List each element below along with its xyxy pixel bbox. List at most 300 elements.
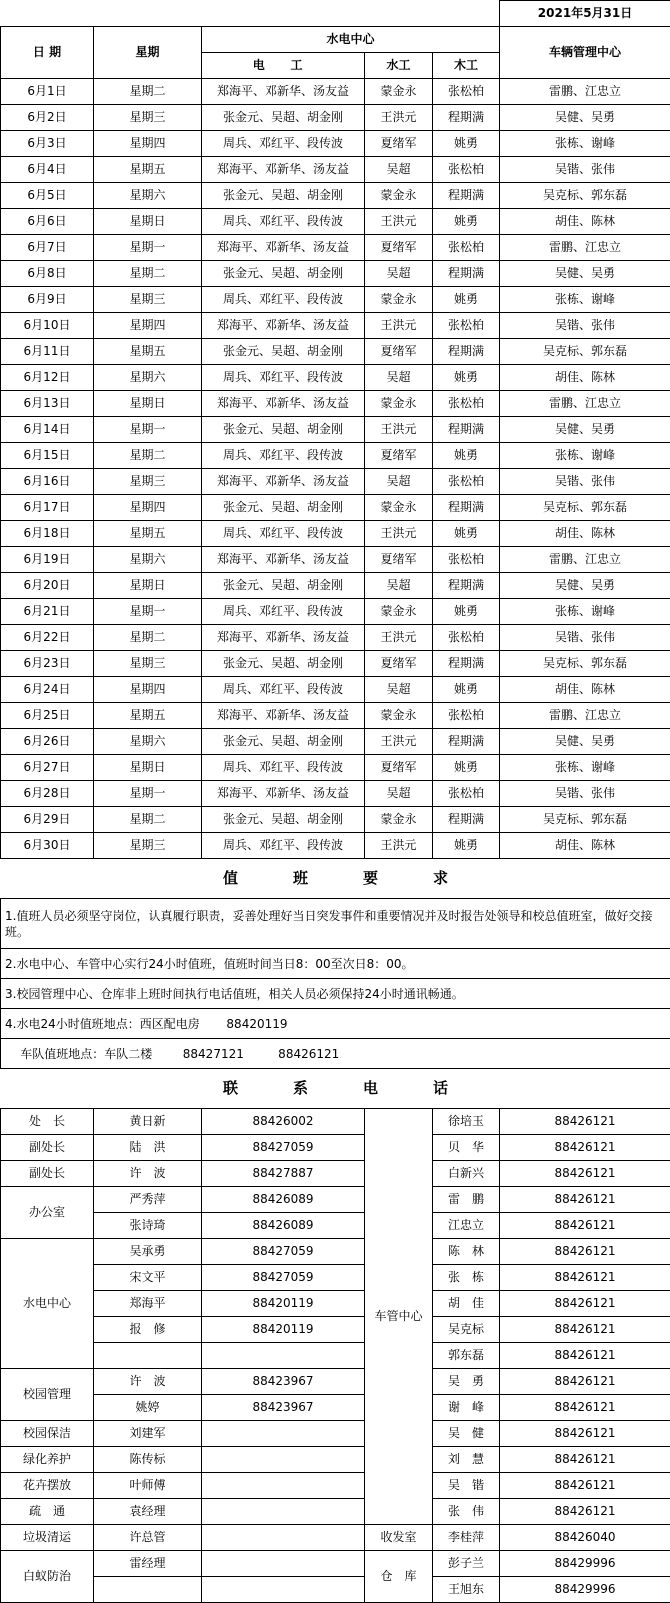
schedule-carpenter: 程期满 bbox=[433, 339, 500, 365]
schedule-plumber: 蒙金永 bbox=[365, 807, 433, 833]
contact-right-phone: 88426121 bbox=[500, 1421, 670, 1447]
schedule-row bbox=[1, 807, 670, 833]
contact-right-name: 江忠立 bbox=[433, 1213, 500, 1239]
contact-phone: 88426089 bbox=[202, 1187, 365, 1213]
schedule-electrician: 周兵、邓红平、段传波 bbox=[202, 599, 365, 625]
contact-right-phone: 88426121 bbox=[500, 1291, 670, 1317]
schedule-vehicle: 雷鹏、江忠立 bbox=[500, 547, 670, 573]
contact-name: 许总管 bbox=[94, 1525, 202, 1551]
contact-row bbox=[1, 1577, 670, 1603]
schedule-carpenter: 姚勇 bbox=[433, 443, 500, 469]
schedule-electrician: 郑海平、邓新华、汤友益 bbox=[202, 703, 365, 729]
contact-right-phone: 88426121 bbox=[500, 1395, 670, 1421]
schedule-date: 6月20日 bbox=[1, 573, 94, 599]
schedule-date: 6月1日 bbox=[1, 79, 94, 105]
schedule-electrician: 郑海平、邓新华、汤友益 bbox=[202, 79, 365, 105]
schedule-electrician: 周兵、邓红平、段传波 bbox=[202, 443, 365, 469]
schedule-vehicle: 张栋、谢峰 bbox=[500, 599, 670, 625]
schedule-row bbox=[1, 131, 670, 157]
schedule-carpenter: 张松柏 bbox=[433, 235, 500, 261]
contact-name: 吴承勇 bbox=[94, 1239, 202, 1265]
date-line bbox=[1, 1, 670, 27]
schedule-electrician: 周兵、邓红平、段传波 bbox=[202, 521, 365, 547]
contact-right-name: 刘 慧 bbox=[433, 1447, 500, 1473]
schedule-electrician: 张金元、吴超、胡金刚 bbox=[202, 261, 365, 287]
schedule-vehicle: 吴健、吴勇 bbox=[500, 729, 670, 755]
schedule-row bbox=[1, 209, 670, 235]
schedule-electrician: 张金元、吴超、胡金刚 bbox=[202, 729, 365, 755]
contact-row bbox=[1, 1473, 670, 1499]
contact-right-name: 白新兴 bbox=[433, 1161, 500, 1187]
requirement-row bbox=[1, 899, 670, 949]
schedule-vehicle: 张栋、谢峰 bbox=[500, 287, 670, 313]
schedule-row bbox=[1, 313, 670, 339]
contact-phone: 88427059 bbox=[202, 1135, 365, 1161]
schedule-electrician: 周兵、邓红平、段传波 bbox=[202, 131, 365, 157]
schedule-weekday: 星期一 bbox=[94, 417, 202, 443]
schedule-electrician: 周兵、邓红平、段传波 bbox=[202, 365, 365, 391]
schedule-weekday: 星期一 bbox=[94, 235, 202, 261]
schedule-electrician: 郑海平、邓新华、汤友益 bbox=[202, 157, 365, 183]
contact-right-phone: 88426121 bbox=[500, 1135, 670, 1161]
schedule-plumber: 夏绪军 bbox=[365, 235, 433, 261]
contact-right-name: 吴 勇 bbox=[433, 1369, 500, 1395]
requirement-row bbox=[1, 979, 670, 1009]
contact-phone: 88427059 bbox=[202, 1239, 365, 1265]
contact-dept: 办公室 bbox=[1, 1187, 94, 1239]
contact-right-name: 吴 健 bbox=[433, 1421, 500, 1447]
schedule-weekday: 星期四 bbox=[94, 131, 202, 157]
contact-phone: 88420119 bbox=[202, 1291, 365, 1317]
contact-phone bbox=[202, 1525, 365, 1551]
header-vehicle: 车辆管理中心 bbox=[500, 27, 670, 79]
schedule-carpenter: 张松柏 bbox=[433, 781, 500, 807]
schedule-date: 6月7日 bbox=[1, 235, 94, 261]
requirements-title-cell bbox=[1, 859, 670, 899]
contact-name: 张诗琦 bbox=[94, 1213, 202, 1239]
schedule-row bbox=[1, 183, 670, 209]
contact-name: 报 修 bbox=[94, 1317, 202, 1343]
contact-right-phone: 88429996 bbox=[500, 1577, 670, 1603]
contact-dept: 垃圾清运 bbox=[1, 1525, 94, 1551]
contact-phone: 88420119 bbox=[202, 1317, 365, 1343]
schedule-electrician: 张金元、吴超、胡金刚 bbox=[202, 417, 365, 443]
schedule-row bbox=[1, 417, 670, 443]
contact-phone bbox=[202, 1551, 365, 1577]
contact-row bbox=[1, 1369, 670, 1395]
schedule-weekday: 星期二 bbox=[94, 807, 202, 833]
warehouse-label: 仓 库 bbox=[365, 1551, 433, 1603]
schedule-weekday: 星期六 bbox=[94, 729, 202, 755]
schedule-vehicle: 吴健、吴勇 bbox=[500, 417, 670, 443]
schedule-row bbox=[1, 495, 670, 521]
schedule-electrician: 周兵、邓红平、段传波 bbox=[202, 833, 365, 859]
schedule-plumber: 蒙金永 bbox=[365, 183, 433, 209]
contact-name: 严秀萍 bbox=[94, 1187, 202, 1213]
schedule-date: 6月29日 bbox=[1, 807, 94, 833]
schedule-row bbox=[1, 469, 670, 495]
schedule-row bbox=[1, 235, 670, 261]
schedule-row bbox=[1, 287, 670, 313]
schedule-vehicle: 雷鹏、江忠立 bbox=[500, 235, 670, 261]
schedule-carpenter: 程期满 bbox=[433, 183, 500, 209]
schedule-row bbox=[1, 443, 670, 469]
schedule-electrician: 郑海平、邓新华、汤友益 bbox=[202, 625, 365, 651]
header-row-1 bbox=[1, 27, 670, 53]
schedule-electrician: 张金元、吴超、胡金刚 bbox=[202, 183, 365, 209]
schedule-date: 6月12日 bbox=[1, 365, 94, 391]
schedule-date: 6月13日 bbox=[1, 391, 94, 417]
requirement-row bbox=[1, 1009, 670, 1039]
schedule-carpenter: 程期满 bbox=[433, 573, 500, 599]
schedule-plumber: 王洪元 bbox=[365, 417, 433, 443]
schedule-carpenter: 姚勇 bbox=[433, 131, 500, 157]
header-carpenter: 木工 bbox=[433, 53, 500, 79]
schedule-row bbox=[1, 521, 670, 547]
schedule-weekday: 星期日 bbox=[94, 755, 202, 781]
contact-right-name: 贝 华 bbox=[433, 1135, 500, 1161]
contact-dept: 白蚁防治 bbox=[1, 1551, 94, 1603]
schedule-carpenter: 姚勇 bbox=[433, 755, 500, 781]
contact-right-name: 彭子兰 bbox=[433, 1551, 500, 1577]
contact-right-name: 王旭东 bbox=[433, 1577, 500, 1603]
schedule-plumber: 夏绪军 bbox=[365, 651, 433, 677]
contact-right-phone: 88426121 bbox=[500, 1473, 670, 1499]
schedule-vehicle: 吴锴、张伟 bbox=[500, 781, 670, 807]
contact-phone bbox=[202, 1473, 365, 1499]
contact-phone bbox=[202, 1447, 365, 1473]
contact-right-name: 吴 锴 bbox=[433, 1473, 500, 1499]
schedule-date: 6月3日 bbox=[1, 131, 94, 157]
schedule-weekday: 星期五 bbox=[94, 703, 202, 729]
schedule-date: 6月5日 bbox=[1, 183, 94, 209]
contact-name: 宋文平 bbox=[94, 1265, 202, 1291]
contacts-title-cell bbox=[1, 1069, 670, 1109]
schedule-weekday: 星期一 bbox=[94, 599, 202, 625]
contact-phone: 88427059 bbox=[202, 1265, 365, 1291]
schedule-electrician: 郑海平、邓新华、汤友益 bbox=[202, 781, 365, 807]
schedule-date: 6月24日 bbox=[1, 677, 94, 703]
schedule-row bbox=[1, 703, 670, 729]
contact-right-phone: 88426121 bbox=[500, 1369, 670, 1395]
contact-row bbox=[1, 1421, 670, 1447]
contact-dept: 花卉摆放 bbox=[1, 1473, 94, 1499]
schedule-row bbox=[1, 261, 670, 287]
schedule-vehicle: 吴克标、郭东磊 bbox=[500, 495, 670, 521]
schedule-row bbox=[1, 729, 670, 755]
schedule-electrician: 张金元、吴超、胡金刚 bbox=[202, 105, 365, 131]
contact-right-phone: 88426121 bbox=[500, 1239, 670, 1265]
schedule-vehicle: 吴健、吴勇 bbox=[500, 261, 670, 287]
schedule-plumber: 夏绪军 bbox=[365, 755, 433, 781]
contact-row bbox=[1, 1291, 670, 1317]
contact-phone bbox=[202, 1499, 365, 1525]
schedule-row bbox=[1, 781, 670, 807]
schedule-date: 6月9日 bbox=[1, 287, 94, 313]
schedule-vehicle: 胡佳、陈林 bbox=[500, 209, 670, 235]
schedule-row bbox=[1, 573, 670, 599]
contact-row bbox=[1, 1109, 670, 1135]
schedule-electrician: 张金元、吴超、胡金刚 bbox=[202, 573, 365, 599]
schedule-electrician: 郑海平、邓新华、汤友益 bbox=[202, 235, 365, 261]
schedule-carpenter: 程期满 bbox=[433, 417, 500, 443]
contact-dept: 校园保洁 bbox=[1, 1421, 94, 1447]
schedule-weekday: 星期二 bbox=[94, 261, 202, 287]
schedule-weekday: 星期三 bbox=[94, 469, 202, 495]
schedule-row bbox=[1, 599, 670, 625]
schedule-vehicle: 胡佳、陈林 bbox=[500, 677, 670, 703]
schedule-vehicle: 吴锴、张伟 bbox=[500, 313, 670, 339]
mailroom-label: 收发室 bbox=[365, 1525, 433, 1551]
schedule-plumber: 王洪元 bbox=[365, 625, 433, 651]
contacts-title-char: 系 bbox=[266, 1080, 336, 1097]
schedule-vehicle: 吴克标、郭东磊 bbox=[500, 651, 670, 677]
schedule-row bbox=[1, 651, 670, 677]
schedule-plumber: 王洪元 bbox=[365, 105, 433, 131]
schedule-weekday: 星期日 bbox=[94, 573, 202, 599]
contact-dept: 副处长 bbox=[1, 1135, 94, 1161]
contact-name: 陆 洪 bbox=[94, 1135, 202, 1161]
requirement-item: 车队值班地点：车队二楼 88427121 88426121 bbox=[1, 1039, 670, 1069]
requirements-title-char: 值 bbox=[196, 870, 266, 887]
schedule-carpenter: 张松柏 bbox=[433, 391, 500, 417]
contact-name: 袁经理 bbox=[94, 1499, 202, 1525]
contact-name: 雷经理 bbox=[94, 1551, 202, 1577]
schedule-vehicle: 胡佳、陈林 bbox=[500, 365, 670, 391]
header-electrician: 电 工 bbox=[202, 53, 365, 79]
schedule-date: 6月16日 bbox=[1, 469, 94, 495]
schedule-vehicle: 雷鹏、江忠立 bbox=[500, 79, 670, 105]
schedule-row bbox=[1, 391, 670, 417]
schedule-row bbox=[1, 833, 670, 859]
schedule-carpenter: 姚勇 bbox=[433, 599, 500, 625]
contact-name: 许 波 bbox=[94, 1369, 202, 1395]
contact-dept: 副处长 bbox=[1, 1161, 94, 1187]
schedule-plumber: 蒙金永 bbox=[365, 79, 433, 105]
contact-row bbox=[1, 1447, 670, 1473]
schedule-vehicle: 吴锴、张伟 bbox=[500, 625, 670, 651]
schedule-electrician: 郑海平、邓新华、汤友益 bbox=[202, 313, 365, 339]
requirement-item: 4.水电24小时值班地点：西区配电房 88420119 bbox=[1, 1009, 670, 1039]
schedule-carpenter: 程期满 bbox=[433, 651, 500, 677]
contact-row bbox=[1, 1343, 670, 1369]
schedule-plumber: 王洪元 bbox=[365, 209, 433, 235]
schedule-vehicle: 吴健、吴勇 bbox=[500, 573, 670, 599]
schedule-weekday: 星期三 bbox=[94, 105, 202, 131]
contact-right-name: 郭东磊 bbox=[433, 1343, 500, 1369]
requirement-item: 2.水电中心、车管中心实行24小时值班，值班时间当日8：00至次日8：00。 bbox=[1, 949, 670, 979]
schedule-carpenter: 姚勇 bbox=[433, 521, 500, 547]
contact-row bbox=[1, 1187, 670, 1213]
schedule-plumber: 吴超 bbox=[365, 365, 433, 391]
schedule-carpenter: 程期满 bbox=[433, 261, 500, 287]
schedule-date: 6月25日 bbox=[1, 703, 94, 729]
schedule-weekday: 星期六 bbox=[94, 365, 202, 391]
schedule-electrician: 周兵、邓红平、段传波 bbox=[202, 209, 365, 235]
schedule-vehicle: 吴锴、张伟 bbox=[500, 469, 670, 495]
contact-dept: 处 长 bbox=[1, 1109, 94, 1135]
schedule-carpenter: 张松柏 bbox=[433, 469, 500, 495]
contact-right-name: 陈 林 bbox=[433, 1239, 500, 1265]
schedule-plumber: 吴超 bbox=[365, 261, 433, 287]
schedule-vehicle: 雷鹏、江忠立 bbox=[500, 391, 670, 417]
schedule-vehicle: 雷鹏、江忠立 bbox=[500, 703, 670, 729]
schedule-weekday: 星期一 bbox=[94, 781, 202, 807]
schedule-carpenter: 张松柏 bbox=[433, 703, 500, 729]
schedule-weekday: 星期五 bbox=[94, 339, 202, 365]
schedule-carpenter: 张松柏 bbox=[433, 157, 500, 183]
schedule-carpenter: 程期满 bbox=[433, 729, 500, 755]
schedule-date: 6月19日 bbox=[1, 547, 94, 573]
contact-row bbox=[1, 1135, 670, 1161]
contact-phone: 88427887 bbox=[202, 1161, 365, 1187]
schedule-row bbox=[1, 677, 670, 703]
schedule-electrician: 郑海平、邓新华、汤友益 bbox=[202, 391, 365, 417]
schedule-date: 6月26日 bbox=[1, 729, 94, 755]
contact-right-name: 雷 鹏 bbox=[433, 1187, 500, 1213]
schedule-weekday: 星期六 bbox=[94, 547, 202, 573]
contact-dept: 水电中心 bbox=[1, 1239, 94, 1369]
contact-name bbox=[94, 1343, 202, 1369]
schedule-weekday: 星期五 bbox=[94, 157, 202, 183]
schedule-weekday: 星期三 bbox=[94, 833, 202, 859]
schedule-plumber: 蒙金永 bbox=[365, 599, 433, 625]
schedule-plumber: 夏绪军 bbox=[365, 443, 433, 469]
schedule-vehicle: 吴克标、郭东磊 bbox=[500, 339, 670, 365]
schedule-row bbox=[1, 157, 670, 183]
document-date: 2021年5月31日 bbox=[500, 1, 670, 27]
schedule-weekday: 星期三 bbox=[94, 287, 202, 313]
contact-phone: 88426002 bbox=[202, 1109, 365, 1135]
contact-right-phone: 88426121 bbox=[500, 1317, 670, 1343]
contact-right-phone: 88429996 bbox=[500, 1551, 670, 1577]
schedule-row bbox=[1, 625, 670, 651]
schedule-row bbox=[1, 79, 670, 105]
header-date: 日 期 bbox=[1, 27, 94, 79]
contact-right-phone: 88426121 bbox=[500, 1109, 670, 1135]
contact-row bbox=[1, 1551, 670, 1577]
schedule-plumber: 吴超 bbox=[365, 157, 433, 183]
schedule-electrician: 周兵、邓红平、段传波 bbox=[202, 287, 365, 313]
contacts-title bbox=[1, 1069, 670, 1109]
contact-right-phone: 88426121 bbox=[500, 1343, 670, 1369]
schedule-date: 6月27日 bbox=[1, 755, 94, 781]
schedule-carpenter: 姚勇 bbox=[433, 287, 500, 313]
contact-row bbox=[1, 1213, 670, 1239]
contact-phone: 88426089 bbox=[202, 1213, 365, 1239]
schedule-date: 6月23日 bbox=[1, 651, 94, 677]
schedule-date: 6月4日 bbox=[1, 157, 94, 183]
contact-phone bbox=[202, 1577, 365, 1603]
contact-right-phone: 88426121 bbox=[500, 1213, 670, 1239]
schedule-date: 6月18日 bbox=[1, 521, 94, 547]
schedule-carpenter: 张松柏 bbox=[433, 79, 500, 105]
schedule-weekday: 星期五 bbox=[94, 521, 202, 547]
schedule-row bbox=[1, 365, 670, 391]
schedule-date: 6月30日 bbox=[1, 833, 94, 859]
schedule-weekday: 星期二 bbox=[94, 79, 202, 105]
schedule-plumber: 王洪元 bbox=[365, 833, 433, 859]
schedule-date: 6月15日 bbox=[1, 443, 94, 469]
contact-name: 郑海平 bbox=[94, 1291, 202, 1317]
schedule-date: 6月2日 bbox=[1, 105, 94, 131]
schedule-weekday: 星期四 bbox=[94, 495, 202, 521]
contact-phone: 88423967 bbox=[202, 1369, 365, 1395]
schedule-plumber: 蒙金永 bbox=[365, 703, 433, 729]
schedule-vehicle: 张栋、谢峰 bbox=[500, 755, 670, 781]
contact-right-phone: 88426121 bbox=[500, 1447, 670, 1473]
schedule-date: 6月28日 bbox=[1, 781, 94, 807]
contact-right-name: 张 伟 bbox=[433, 1499, 500, 1525]
schedule-weekday: 星期二 bbox=[94, 443, 202, 469]
schedule-plumber: 吴超 bbox=[365, 469, 433, 495]
contact-name bbox=[94, 1577, 202, 1603]
schedule-vehicle: 胡佳、陈林 bbox=[500, 833, 670, 859]
schedule-electrician: 郑海平、邓新华、汤友益 bbox=[202, 547, 365, 573]
requirements-title-char: 班 bbox=[266, 870, 336, 887]
schedule-date: 6月14日 bbox=[1, 417, 94, 443]
schedule-plumber: 蒙金永 bbox=[365, 287, 433, 313]
contact-phone bbox=[202, 1421, 365, 1447]
schedule-vehicle: 吴克标、郭东磊 bbox=[500, 183, 670, 209]
schedule-plumber: 吴超 bbox=[365, 781, 433, 807]
schedule-electrician: 周兵、邓红平、段传波 bbox=[202, 755, 365, 781]
contact-name: 姚婷 bbox=[94, 1395, 202, 1421]
contacts-title-char: 电 bbox=[336, 1080, 406, 1097]
schedule-carpenter: 程期满 bbox=[433, 105, 500, 131]
contact-right-name: 胡 佳 bbox=[433, 1291, 500, 1317]
contact-row bbox=[1, 1525, 670, 1551]
contact-dept: 绿化养护 bbox=[1, 1447, 94, 1473]
schedule-plumber: 王洪元 bbox=[365, 729, 433, 755]
schedule-row bbox=[1, 755, 670, 781]
requirement-item: 3.校园管理中心、仓库非上班时间执行电话值班，相关人员必须保持24小时通讯畅通。 bbox=[1, 979, 670, 1009]
schedule-plumber: 王洪元 bbox=[365, 313, 433, 339]
schedule-carpenter: 张松柏 bbox=[433, 625, 500, 651]
contacts-title-char: 联 bbox=[196, 1080, 266, 1097]
contact-dept: 疏 通 bbox=[1, 1499, 94, 1525]
schedule-electrician: 张金元、吴超、胡金刚 bbox=[202, 339, 365, 365]
contact-name: 刘建军 bbox=[94, 1421, 202, 1447]
vehicle-center-label: 车管中心 bbox=[365, 1109, 433, 1525]
contact-name: 陈传标 bbox=[94, 1447, 202, 1473]
contact-row bbox=[1, 1265, 670, 1291]
schedule-carpenter: 程期满 bbox=[433, 495, 500, 521]
contact-name: 黄日新 bbox=[94, 1109, 202, 1135]
schedule-date: 6月8日 bbox=[1, 261, 94, 287]
contact-phone bbox=[202, 1343, 365, 1369]
schedule-weekday: 星期四 bbox=[94, 677, 202, 703]
requirements-title-text bbox=[196, 870, 476, 887]
contact-right-name: 谢 峰 bbox=[433, 1395, 500, 1421]
schedule-row bbox=[1, 105, 670, 131]
contacts-title-text bbox=[196, 1080, 476, 1097]
contact-row bbox=[1, 1395, 670, 1421]
schedule-carpenter: 姚勇 bbox=[433, 209, 500, 235]
schedule-plumber: 蒙金永 bbox=[365, 391, 433, 417]
schedule-date: 6月17日 bbox=[1, 495, 94, 521]
header-weekday: 星期 bbox=[94, 27, 202, 79]
requirements-title-char: 要 bbox=[336, 870, 406, 887]
schedule-vehicle: 吴健、吴勇 bbox=[500, 105, 670, 131]
schedule-weekday: 星期日 bbox=[94, 209, 202, 235]
schedule-electrician: 郑海平、邓新华、汤友益 bbox=[202, 469, 365, 495]
schedule-carpenter: 程期满 bbox=[433, 807, 500, 833]
requirements-title bbox=[1, 859, 670, 899]
contacts-title-char: 话 bbox=[406, 1080, 476, 1097]
schedule-weekday: 星期日 bbox=[94, 391, 202, 417]
contact-row bbox=[1, 1239, 670, 1265]
